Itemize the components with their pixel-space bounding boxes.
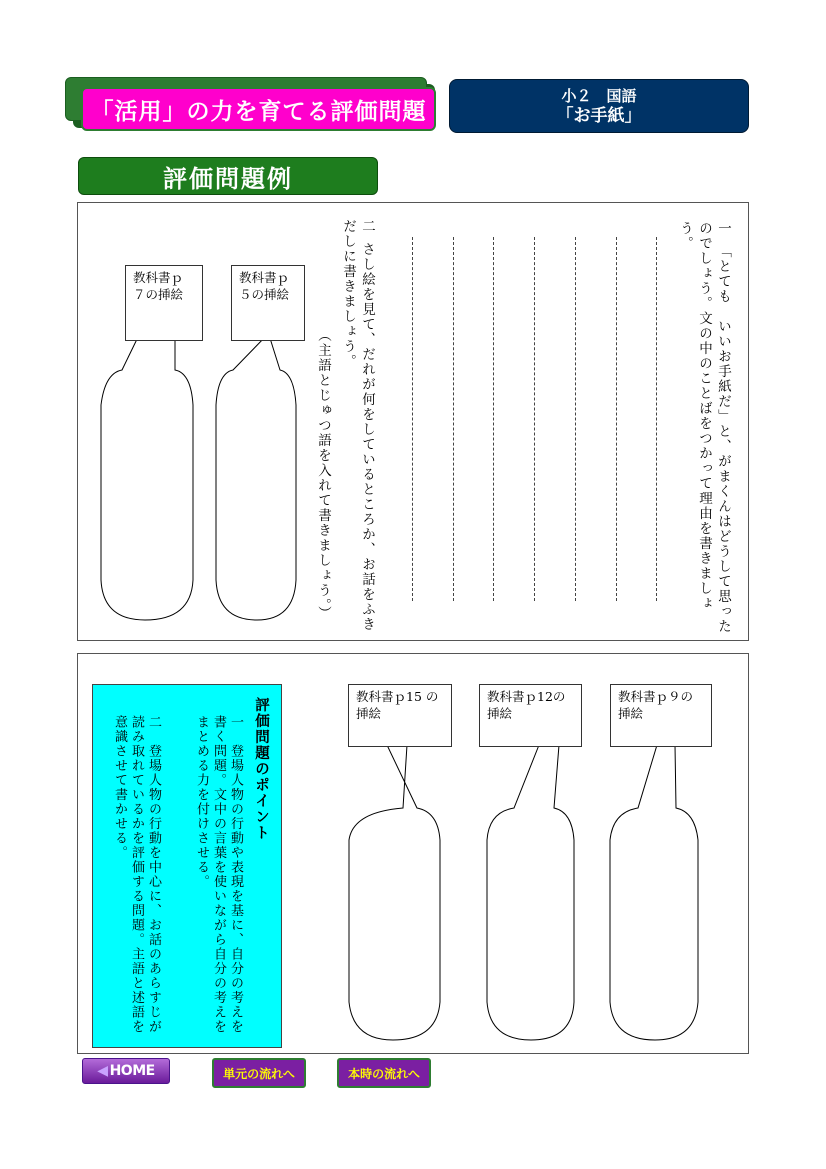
answer-line bbox=[534, 237, 535, 601]
answer-line bbox=[616, 237, 617, 601]
home-label: HOME bbox=[109, 1063, 155, 1079]
question-2-number: 二 bbox=[359, 219, 375, 234]
caption-textbook-p15: 教科書ｐ15 の挿絵 bbox=[348, 684, 452, 747]
answer-line bbox=[575, 237, 576, 601]
caption-textbook-p7: 教科書ｐ７の挿絵 bbox=[125, 265, 203, 341]
question-2 bbox=[338, 219, 376, 639]
question-2-note: （主語とじゅつ語を入れて書きましょう。） bbox=[315, 328, 331, 622]
answer-line bbox=[453, 237, 454, 601]
speech-bubble-p5 bbox=[216, 335, 296, 620]
answer-line bbox=[412, 237, 413, 601]
speech-bubbles-top bbox=[95, 335, 310, 625]
answer-line bbox=[656, 237, 657, 601]
grade-label: 小２ 国語 bbox=[561, 87, 637, 105]
unit-flow-label: 単元の流れへ bbox=[223, 1066, 295, 1081]
speech-bubble-p12 bbox=[487, 745, 574, 1040]
speech-bubble-p7 bbox=[101, 335, 193, 620]
question-1 bbox=[675, 221, 732, 639]
speech-bubble-p9 bbox=[610, 745, 698, 1040]
question-1-number: 一 bbox=[715, 221, 731, 236]
unit-title: 「お手紙」 bbox=[556, 106, 642, 126]
home-arrow-icon: ◀ bbox=[97, 1063, 108, 1079]
point-2: 二 登場人物の行動を中心に、お話のあらすじが読み取れているかを評価する問題。主語と述語を意識させて書かせる。 bbox=[112, 715, 161, 1034]
section-title: 評価問題例 bbox=[78, 157, 378, 195]
point-1: 一 登場人物の行動や表現を基に、自分の考えを書く問題。文中の言葉を使いながら自分の考えをまとめる力を付けさせる。 bbox=[194, 715, 243, 1034]
question-2-text: さし絵を見て、だれが何をしているところか、お話をふきだしに書きましょう。 bbox=[340, 219, 375, 632]
speech-bubbles-bottom bbox=[345, 740, 725, 1045]
unit-flow-button[interactable] bbox=[212, 1058, 306, 1088]
caption-textbook-p12: 教科書ｐ12の挿絵 bbox=[479, 684, 582, 747]
lesson-flow-button[interactable] bbox=[337, 1058, 431, 1088]
answer-line bbox=[493, 237, 494, 601]
speech-bubble-p15 bbox=[349, 745, 440, 1040]
evaluation-points-box bbox=[92, 684, 282, 1048]
points-heading: 評価問題のポイント bbox=[253, 697, 269, 841]
lesson-flow-label: 本時の流れへ bbox=[348, 1066, 420, 1081]
page-title: 「活用」の力を育てる評価問題 bbox=[81, 87, 436, 131]
caption-textbook-p9: 教科書ｐ９の挿絵 bbox=[610, 684, 712, 747]
grade-unit-box bbox=[449, 79, 749, 133]
home-button[interactable] bbox=[82, 1058, 170, 1084]
caption-textbook-p5: 教科書ｐ５の挿絵 bbox=[231, 265, 305, 341]
question-1-text: 「とても いいお手紙だ」と、がまくんはどうして思ったのでしょう。文の中のことばをつかって理由を書きましょう。 bbox=[677, 221, 731, 634]
